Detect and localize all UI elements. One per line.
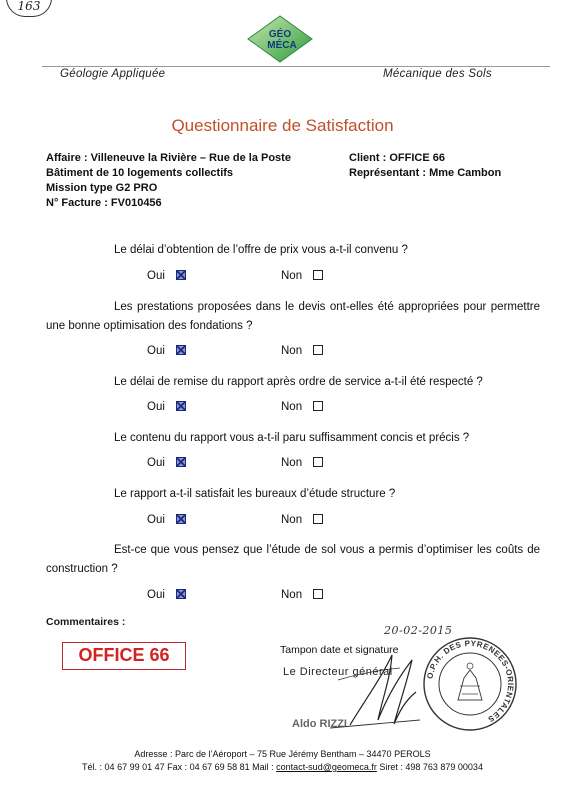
affaire-line: Affaire : Villeneuve la Rivière – Rue de la Poste: [46, 152, 291, 164]
info-right: [349, 151, 501, 181]
q3-oui-checkbox[interactable]: [176, 401, 186, 411]
q2-non-option[interactable]: Non: [281, 345, 323, 357]
header-left-text: Géologie Appliquée: [60, 68, 166, 80]
q4-non-option[interactable]: Non: [281, 457, 323, 469]
handwritten-page-number: 163: [6, 0, 52, 17]
official-stamp: [420, 634, 520, 734]
question-4: Le contenu du rapport vous a-t-il paru suffisamment concis et précis ?: [114, 432, 470, 444]
batiment-line: Bâtiment de 10 logements collectifs: [46, 167, 234, 179]
question-2: Les prestations proposées dans le devis ont-elles été appropriées pour permettre une bonne optimisation des fondations ?: [46, 301, 540, 332]
director-label: Le Directeur général: [283, 666, 393, 678]
page-title: Questionnaire de Satisfaction: [171, 116, 394, 135]
q5-oui-option[interactable]: Oui: [147, 514, 186, 526]
facture-line: N° Facture : FV010456: [46, 197, 162, 209]
q3-non-option[interactable]: Non: [281, 401, 323, 413]
footer-email-link[interactable]: contact-sud@geomeca.fr: [276, 762, 377, 772]
client-line: Client : OFFICE 66: [349, 152, 445, 164]
q6-non-option[interactable]: Non: [281, 589, 323, 601]
header-right-text: Mécanique des Sols: [383, 68, 492, 80]
geomeca-logo: [240, 14, 320, 64]
q6-non-checkbox[interactable]: [313, 589, 323, 599]
question-1: Le délai d’obtention de l’offre de prix vous a-t-il convenu ?: [114, 244, 408, 256]
question-6: Est-ce que vous pensez que l’étude de sol vous a permis d’optimiser les coûts de construction ?: [46, 544, 540, 575]
office-stamp-text: OFFICE 66: [78, 645, 170, 665]
q1-oui-option[interactable]: Oui: [147, 270, 186, 282]
signatory-name: Aldo RIZZI: [292, 718, 347, 730]
q2-oui-option[interactable]: Oui: [147, 345, 186, 357]
info-left: [46, 151, 291, 211]
q5-non-checkbox[interactable]: [313, 514, 323, 524]
q1-non-checkbox[interactable]: [313, 270, 323, 280]
comments-label: Commentaires :: [46, 616, 126, 628]
q4-non-checkbox[interactable]: [313, 457, 323, 467]
q4-oui-option[interactable]: Oui: [147, 457, 186, 469]
q3-non-checkbox[interactable]: [313, 401, 323, 411]
question-5: Le rapport a-t-il satisfait les bureaux d’étude structure ?: [114, 488, 396, 500]
q6-oui-checkbox[interactable]: [176, 589, 186, 599]
q6-oui-option[interactable]: Oui: [147, 589, 186, 601]
q2-oui-checkbox[interactable]: [176, 345, 186, 355]
q2-non-checkbox[interactable]: [313, 345, 323, 355]
tampon-label: Tampon date et signature: [280, 644, 399, 656]
q4-oui-checkbox[interactable]: [176, 457, 186, 467]
logo-line2: MÉCA: [267, 40, 297, 51]
header-divider: [42, 66, 550, 67]
handwritten-date: 20-02-2015: [384, 624, 453, 637]
q1-oui-checkbox[interactable]: [176, 270, 186, 280]
representant-line: Représentant : Mme Cambon: [349, 167, 502, 179]
q5-non-option[interactable]: Non: [281, 514, 323, 526]
question-3: Le délai de remise du rapport après ordre de service a-t-il été respecté ?: [114, 376, 483, 388]
mission-line: Mission type G2 PRO: [46, 182, 158, 194]
q1-non-option[interactable]: Non: [281, 270, 323, 282]
footer-contact: Tél. : 04 67 99 01 47 Fax : 04 67 69 58 81 Mail : contact-sud@geomeca.fr Siret : 498 763 879 00034: [82, 762, 483, 772]
stamp-text: O.P.H. DES PYRENEES-ORIENTALES: [425, 638, 516, 725]
q5-oui-checkbox[interactable]: [176, 514, 186, 524]
footer-address: Adresse : Parc de l’Aéroport – 75 Rue Jérémy Bentham – 34470 PEROLS: [134, 749, 431, 759]
q3-oui-option[interactable]: Oui: [147, 401, 186, 413]
logo-line1: GÉO: [268, 29, 292, 40]
